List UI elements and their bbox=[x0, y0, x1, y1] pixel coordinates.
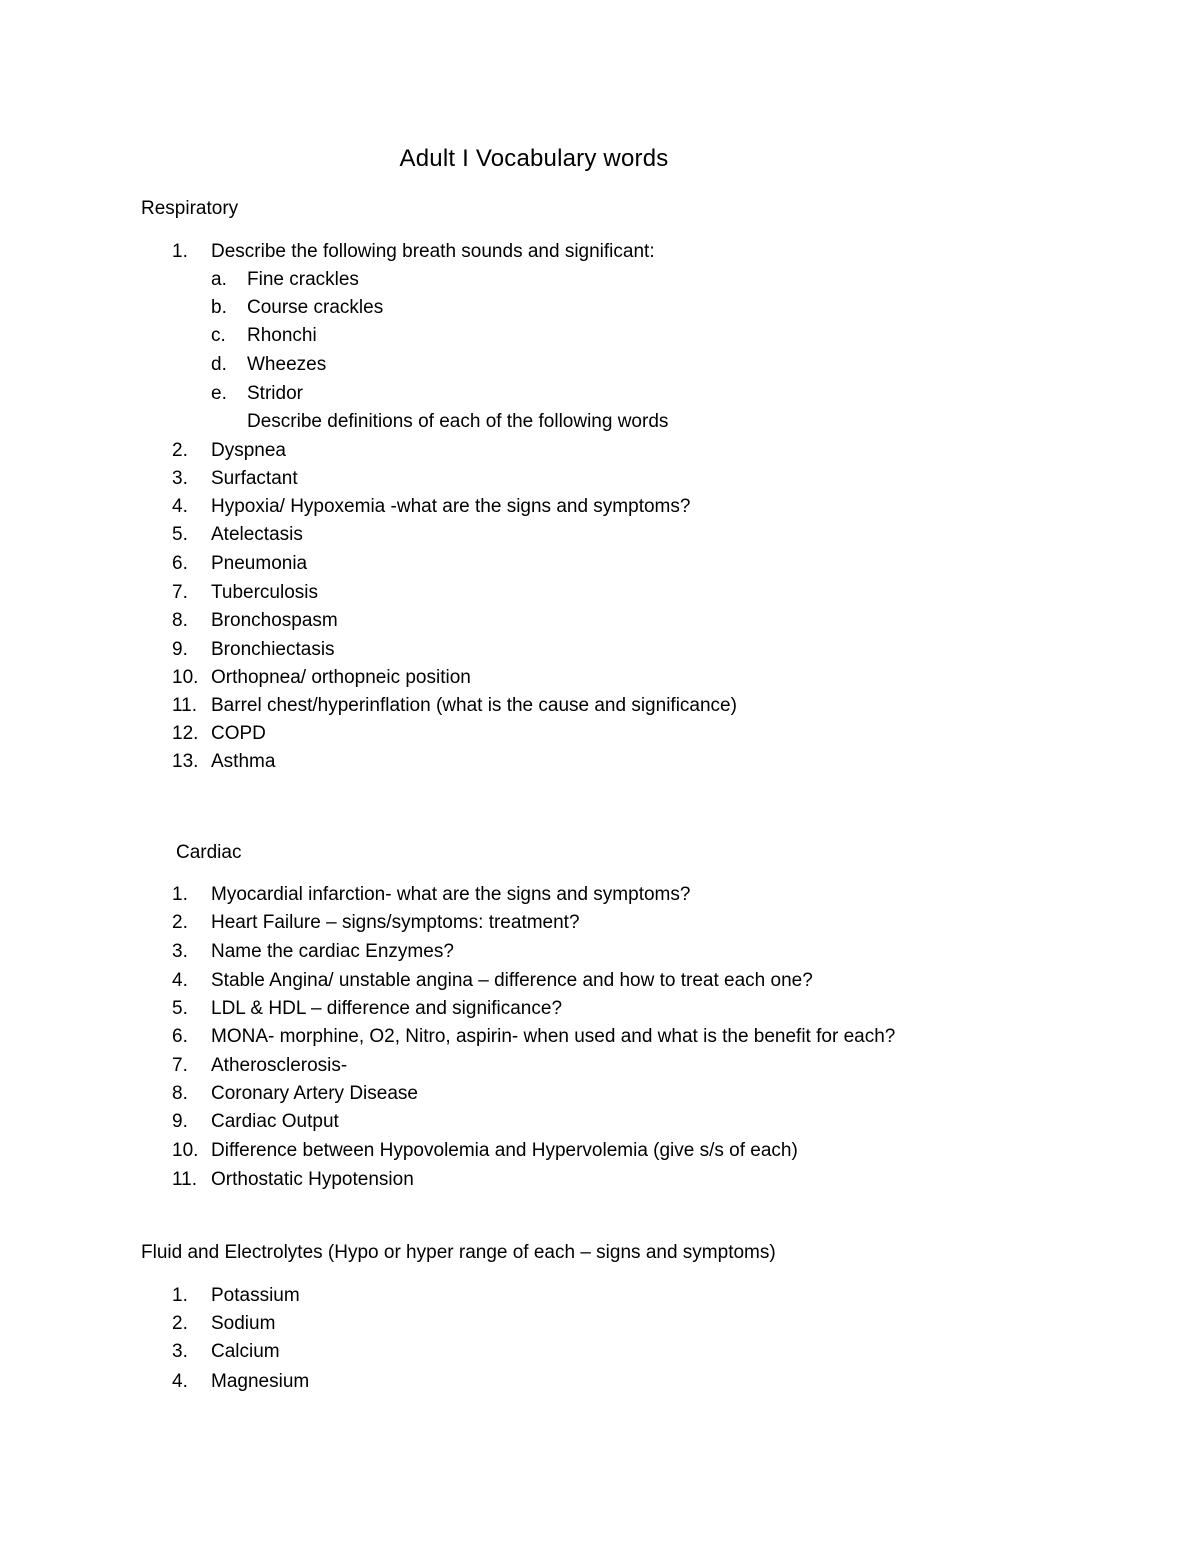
item-number: 4. bbox=[172, 970, 188, 991]
item-text: Name the cardiac Enzymes? bbox=[211, 941, 454, 962]
item-text: Myocardial infarction- what are the signs and symptoms? bbox=[211, 884, 691, 905]
item-number: 2. bbox=[172, 440, 188, 461]
item-text: Cardiac Output bbox=[211, 1111, 339, 1132]
item-number: 5. bbox=[172, 524, 188, 545]
sub-item-text: Fine crackles bbox=[247, 269, 359, 290]
item-number: 10. bbox=[172, 1140, 199, 1161]
item-number: 3. bbox=[172, 468, 188, 489]
sub-item-text: Rhonchi bbox=[247, 325, 317, 346]
item-text: Tuberculosis bbox=[211, 582, 319, 603]
sub-item-letter: c. bbox=[211, 325, 226, 346]
item-text: Coronary Artery Disease bbox=[211, 1083, 418, 1104]
item-number: 7. bbox=[172, 582, 188, 603]
item-text: Hypoxia/ Hypoxemia -what are the signs and symptoms? bbox=[211, 496, 691, 517]
item-text: Magnesium bbox=[211, 1371, 310, 1392]
item-text: Surfactant bbox=[211, 468, 298, 489]
sub-item-letter: e. bbox=[211, 383, 227, 404]
item-text: Dyspnea bbox=[211, 440, 286, 461]
item-text: Orthopnea/ orthopneic position bbox=[211, 667, 471, 688]
sub-item-text: Stridor bbox=[247, 383, 303, 404]
item-number: 1. bbox=[172, 1285, 188, 1306]
item-text: Bronchospasm bbox=[211, 610, 338, 631]
item-text: Bronchiectasis bbox=[211, 639, 335, 660]
respiratory-heading: Respiratory bbox=[141, 198, 239, 219]
item-number: 11. bbox=[172, 1169, 198, 1190]
item-text: COPD bbox=[211, 723, 266, 744]
item-number: 6. bbox=[172, 1026, 188, 1047]
sub-item-text: Course crackles bbox=[247, 297, 384, 318]
item-text: Calcium bbox=[211, 1341, 280, 1362]
fluids-heading: Fluid and Electrolytes (Hypo or hyper range of each – signs and symptoms) bbox=[141, 1242, 776, 1263]
item-text: Stable Angina/ unstable angina – difference and how to treat each one? bbox=[211, 970, 813, 991]
item-number: 3. bbox=[172, 941, 188, 962]
item-number: 3. bbox=[172, 1341, 188, 1362]
item-number: 2. bbox=[172, 912, 188, 933]
item-text: Sodium bbox=[211, 1313, 276, 1334]
item-number: 9. bbox=[172, 1111, 188, 1132]
item-number: 1. bbox=[172, 241, 188, 262]
item-text: Potassium bbox=[211, 1285, 300, 1306]
item-number: 12. bbox=[172, 723, 199, 744]
item-number: 1. bbox=[172, 884, 188, 905]
sub-item-letter: d. bbox=[211, 354, 227, 375]
item-number: 2. bbox=[172, 1313, 188, 1334]
item-text: Atelectasis bbox=[211, 524, 303, 545]
item-number: 13. bbox=[172, 751, 199, 772]
item-text: Atherosclerosis- bbox=[211, 1055, 348, 1076]
sub-item-text: Wheezes bbox=[247, 354, 327, 375]
item-number: 5. bbox=[172, 998, 188, 1019]
sub-item-letter: b. bbox=[211, 297, 227, 318]
item-text: Describe the following breath sounds and significant: bbox=[211, 241, 655, 262]
item-text: Heart Failure – signs/symptoms: treatment? bbox=[211, 912, 580, 933]
item-number: 9. bbox=[172, 639, 188, 660]
sub-item-letter: a. bbox=[211, 269, 227, 290]
document-title: Adult I Vocabulary words bbox=[399, 145, 669, 172]
item-number: 6. bbox=[172, 553, 188, 574]
cardiac-heading: Cardiac bbox=[176, 842, 242, 863]
item-text: Orthostatic Hypotension bbox=[211, 1169, 414, 1190]
item-text: Barrel chest/hyperinflation (what is the cause and significance) bbox=[211, 695, 737, 716]
note-text: Describe definitions of each of the following words bbox=[247, 411, 669, 432]
item-number: 11. bbox=[172, 695, 198, 716]
item-number: 8. bbox=[172, 1083, 188, 1104]
item-number: 4. bbox=[172, 496, 188, 517]
item-text: Pneumonia bbox=[211, 553, 308, 574]
item-text: LDL & HDL – difference and significance? bbox=[211, 998, 563, 1019]
item-text: Difference between Hypovolemia and Hypervolemia (give s/s of each) bbox=[211, 1140, 798, 1161]
item-number: 8. bbox=[172, 610, 188, 631]
item-number: 7. bbox=[172, 1055, 188, 1076]
item-text: MONA- morphine, O2, Nitro, aspirin- when used and what is the benefit for each? bbox=[211, 1026, 896, 1047]
item-text: Asthma bbox=[211, 751, 276, 772]
item-number: 4. bbox=[172, 1371, 188, 1392]
item-number: 10. bbox=[172, 667, 199, 688]
